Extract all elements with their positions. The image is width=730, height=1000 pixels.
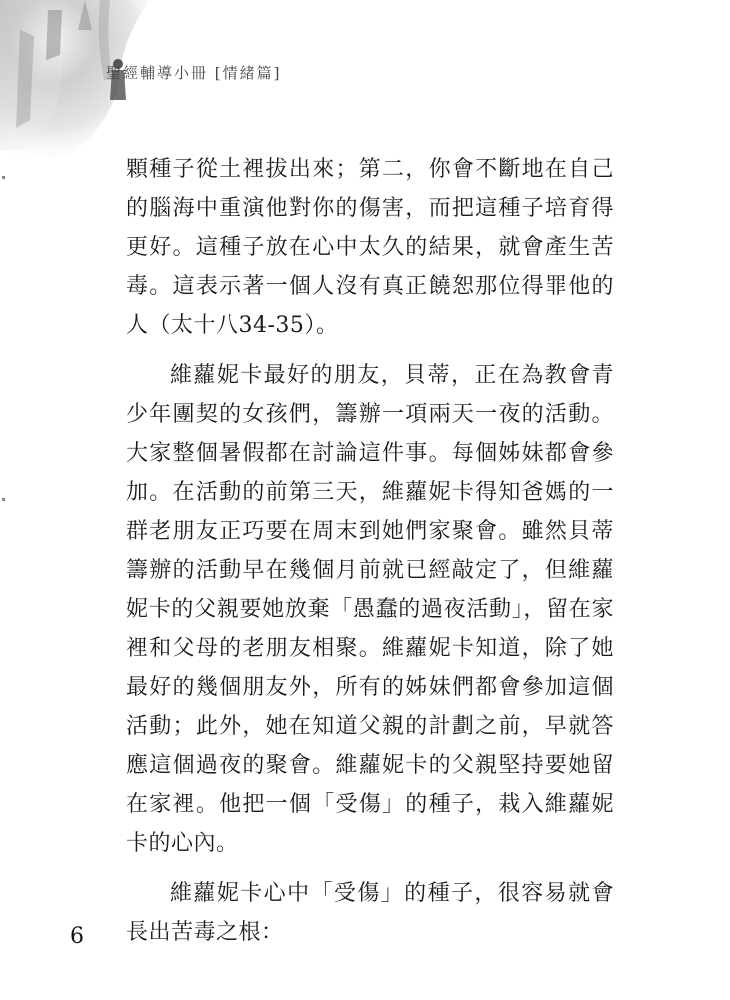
body-text (126, 150, 614, 963)
paragraph: 維蘿妮卡最好的朋友，貝蒂，正在為教會青少年團契的女孩們，籌辦一項兩天一夜的活動。大家整個暑假都在討論這件事。每個姊妹都會參加。在活動的前第三天，維蘿妮卡得知爸媽的一群老朋友正巧要在周末到她們家聚會。雖然貝蒂籌辦的活動早在幾個月前就已經敲定了，但維蘿妮卡的父親要她放棄「愚蠢的過夜活動」，留在家裡和父母的老朋友相聚。維蘿妮卡知道，除了她最好的幾個朋友外，所有的姊妹們都會參加這個活動；此外，她在知道父親的計劃之前，早就答應這個過夜的聚會。維蘿妮卡的父親堅持要她留在家裡。他把一個「受傷」的種子，栽入維蘿妮卡的心內。 (126, 363, 614, 856)
margin-mark (2, 176, 5, 179)
page-number: 6 (70, 924, 84, 949)
paragraph: 顆種子從土裡拔出來；第二，你會不斷地在自己的腦海中重演他對你的傷害，而把這種子培育得更好。這種子放在心中太久的結果，就會產生苦毒。這表示著一個人沒有真正饒恕那位得罪他的人（太十八34-35）。 (126, 157, 614, 338)
paragraph: 維蘿妮卡心中「受傷」的種子，很容易就會長出苦毒之根： (126, 881, 614, 945)
book-header-title: 聖經輔導小冊 [情緒篇] (106, 64, 282, 82)
margin-mark (2, 498, 5, 501)
